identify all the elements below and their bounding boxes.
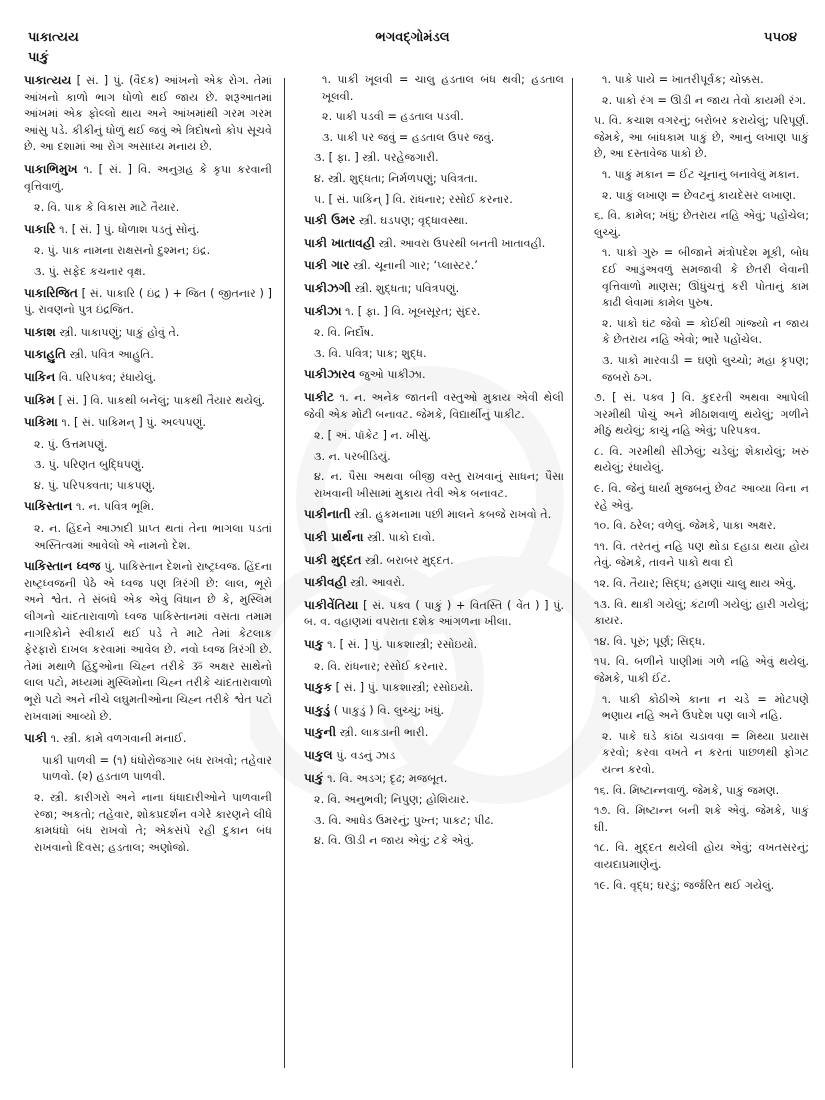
column-divider [284, 78, 285, 1068]
sense-definition: ૩. [ ફા. ] સ્ત્રી. પરહેજગારી. [314, 151, 439, 165]
definition-text: [ સં. ] પું. પાકશાસ્ત્રી; રસોઇયો. [335, 681, 474, 695]
headword: પાકુક [304, 680, 333, 695]
sense-definition: ૨. વિ. નિર્દોષ. [314, 326, 374, 340]
entry-definition [304, 389, 564, 423]
idiom-phrase: ૩. પાકી પર જવું = હડતાલ ઉપર જવું. [322, 130, 495, 144]
column-1 [24, 72, 272, 860]
headword: પાકી ઉમર [304, 213, 356, 228]
definition-text: પું. પાકિસ્તાન દેશનો રાષ્ટ્રધ્વજ. હિંદના રાષ્ટ્રધ્વજની પેઠે એ ધ્વજ પણ ત્રિરંગી છે: લાલ, ભૂરો અને શ્વેત. તે સંબંધે એક એવું વિધાન છે કે, મુસ્લિમ લીગનો ચાંદતારાવાળો ધ્વજ પાકિસ્તાનમાં વસતા તમામ નાગરિકોને સ્વીકાર્ય થઈ પડે તે માટે તેમાં કેટલાક ફેરફારો દાખલ કરવામાં આવેલ છે. નવો ધ્વજ ત્રિરંગી છે. તેમાં મથાળે હિંદુઓના ચિહ્ન તરીકે ૐ અક્ષર સાથેનો લાલ પટો, મધ્યમાં મુસ્લિમોના ચિહ્ન તરીકે ચાંદતારાવાળો ભૂરો પટો અને નીચે લઘુમતીઓના ચિહ્ન તરીકે શ્વેત પટો રાખવામાં આવ્યો છે. [24, 560, 272, 723]
definition-text: ૧. વિ. અડગ; દૃઢ; મજબૂત. [327, 771, 448, 785]
dictionary-entry [304, 770, 564, 850]
dictionary-entry [304, 506, 564, 524]
entry-definition [24, 414, 272, 432]
idiom-phrase: ૨. પાકે ઘડે કાંઠા ચડાવવા = મિથ્યા પ્રયાસ કરવો; કરવા વખતે ન કરતાં પાછળથી ફોગટ યત્ન કરવો. [602, 729, 809, 776]
definition-text: [ સં. ] પું. (વૈદક) આંખનો એક રોગ. તેમાં આંખનો કાળો ભાગ ધોળો થઈ જાય છે. શરૂઆતમાં આંખમાં એક ફોલ્લો થાય અને આંખમાંથી ગરમ ગરમ આંસુ પડે. કીકીનું ધોળું થઈ જવું એ ત્રિદોષનો કોપ સૂચવે છે. આ દશામાં આ રોગ અસાધ્ય મનાય છે. [24, 74, 272, 154]
sense-definition: ૧૨. વિ. તૈયાર; સિદ્ધ; હમણાં ચાલુ થાય એવું. [594, 577, 797, 591]
sense-definition: ૩. પું. પરિણત બુદ્ધિપણું. [34, 458, 145, 472]
dictionary-entry [304, 679, 564, 697]
headword: પાકીનાતી [304, 507, 351, 522]
definition-text: સ્ત્રી. શુદ્ધતા; પવિત્રપણું. [354, 281, 460, 295]
definition-text: ૧. સ્ત્રી. કામે વળગવાની મનાઈ. [50, 732, 187, 746]
dictionary-entry [24, 558, 272, 725]
sense-definition: ૨. વિ. રાંધનાર; રસોઈ કરનાર. [314, 659, 448, 673]
headword: પાકિમા [24, 415, 58, 430]
sense-definition: ૧૩. વિ. થાકી ગયેલું; કંટાળી ગયેલું; હારી ગયેલું; કાયર. [594, 597, 809, 628]
entry-definition [24, 221, 272, 239]
definition-text: વિ. પરિપક્વ; રંધાયેલું. [58, 370, 157, 384]
column-3 [584, 72, 809, 898]
definition-text: સ્ત્રી. પાકો દાવો. [367, 531, 436, 545]
idiom-phrase: પાકી પાળવી = (૧) ધંધોરોજગાર બંધ રાખવો; તહેવાર પાળવો. (૨) હડતાળ પાળવી. [42, 753, 272, 784]
definition-text: સ્ત્રી. ઘડપણ; વૃદ્ધાવસ્થા. [358, 214, 469, 228]
headword: પાકારિ [24, 221, 56, 236]
headword: પાકીઝા [304, 303, 342, 318]
definition-text: [ સં. ] વિ. પાકથી બનેલું; પાકથી તૈયાર થયેલું. [58, 393, 266, 407]
idiom-phrase: ૧. પાકો ગુરુ = બીજાને મંત્રોપદેશ મૂકી, બોધ દઈ આડુંઅવળું સમજાવી કે છેતરી લેવાની વૃત્તિવાળો માણસ; ઊંધુંચત્તું કરી પોતાનું કામ કાઢી લેવામાં કામેલ પુરુષ. [602, 246, 809, 310]
guide-word-last: પાકું [28, 50, 49, 65]
dictionary-entry [304, 212, 564, 230]
entry-definition [304, 303, 564, 321]
dictionary-entry [304, 552, 564, 570]
headword: પાકિસ્તાન ધ્વજ [24, 559, 101, 574]
dictionary-entry [304, 724, 564, 742]
idiom-phrase: ૧. પાકી ખૂલવી = ચાલુ હડતાલ બંધ થવી; હડતાલ ખૂલવી. [322, 73, 564, 103]
dictionary-entry [304, 257, 564, 275]
headword: પાકાભિમુખ [24, 161, 78, 176]
headword: પાકુની [304, 725, 337, 740]
entry-definition [24, 285, 272, 319]
sense-definition: ૨. સ્ત્રી. કારીગરો અને નાના ધંધાદારીઓને પાળવાની રજા; અકતો; તહેવાર, શોકપ્રદર્શન વગેરે કારણને લીધે કામધંધો બંધ રાખવો તે; એકસંપે રહી દુકાન બંધ રાખવાનો દિવસ; હડતાલ; અણોજો. [34, 790, 272, 854]
definition-text: સ્ત્રી. ચૂનાની ગાર; ‘પ્લાસ્ટર.’ [352, 259, 478, 273]
entry-definition [304, 747, 564, 765]
book-title: ભગવદ્ગોમંડલ [375, 30, 450, 45]
sense-definition: ૨. વિ. પાક કે વિકાસ માટે તૈયાર. [34, 201, 180, 215]
guide-word-first: પાકાત્યય [28, 30, 79, 45]
entry-definition [24, 498, 272, 516]
dictionary-entry [24, 414, 272, 494]
entry-definition [304, 574, 564, 592]
idiom-phrase: ૩. પાકો મારવાડી = ઘણો લુચ્ચો; મહા કૃપણ; જબરો ઠગ. [602, 353, 809, 384]
entry-definition [24, 558, 272, 725]
dictionary-entry [584, 692, 809, 895]
idiom-phrase: ૨. પાકી પડવી = હડતાલ પડવી. [322, 110, 464, 124]
entry-definition [24, 369, 272, 387]
definition-text: સ્ત્રી. લાકડાની ભારી. [339, 726, 429, 740]
sense-definition: ૧૧. વિ. તરતનું નહિ પણ થોડા દહાડા થયા હોય તેવું. જેમકે, તાવને પાકો થવા દો [594, 539, 809, 570]
headword: પાકાહુતિ [24, 347, 66, 362]
headword: પાકીવહી [304, 575, 347, 590]
sense-definition: ૩. ન. પરબીડિયું. [314, 449, 391, 463]
dictionary-entry [24, 285, 272, 319]
entry-definition [24, 72, 272, 156]
entry-definition [304, 257, 564, 275]
entry-definition [24, 324, 272, 342]
entry-definition [304, 770, 564, 788]
entry-definition [304, 552, 564, 570]
definition-text: સ્ત્રી. આવરો. [350, 576, 405, 590]
definition-text: સ્ત્રી. આવરા ઉપરથી બનતી ખાતાવહી. [378, 236, 546, 250]
entry-definition [24, 346, 272, 364]
headword: પાકીઝગી [304, 280, 351, 295]
sense-definition: ૫. વિ. કચાશ વગરનું; બરોબર કરાયેલું; પરિપૂર્ણ. જેમકે, આ બાંધકામ પાકું છે, આનું લખાણ પાકું છે, આ દસ્તાવેજ પાકો છે. [594, 114, 809, 161]
definition-text: સ્ત્રી. પવિત્ર આહુતિ. [69, 348, 154, 362]
entry-definition [24, 730, 272, 748]
sense-definition: ૨. વિ. અનુભવી; નિપુણ; હોશિયાર. [314, 793, 470, 807]
definition-text: [ સં. પાકારિ ( ઇંદ્ર ) + જિત ( જીતનાર ) ] પું. રાવણનો પુત્ર ઇંદ્રજિત. [24, 286, 272, 317]
dictionary-entry [304, 529, 564, 547]
definition-text: સ્ત્રી. પાકાપણું; પાકું હોવું તે. [59, 325, 180, 339]
entry-definition [24, 392, 272, 410]
headword: પાકી [24, 731, 47, 746]
definition-text: ૧. [ સં. પાકિમન્ ] પું. અલ્પપણું. [61, 416, 207, 430]
entry-definition [304, 506, 564, 524]
dictionary-entry [304, 597, 564, 631]
dictionary-entry [24, 161, 272, 217]
sense-definition: ૨. પું. ઉત્તમપણું. [34, 437, 108, 451]
dictionary-entry [584, 167, 809, 241]
headword: પાકું [304, 770, 324, 785]
headword: પાકુલ [304, 748, 333, 762]
sense-definition: ૩. પું. સફેદ કચનાર વૃક્ષ. [34, 264, 146, 278]
definition-text: ૧. [ ફા. ] વિ. ખૂબસૂરત; સુંદર. [345, 304, 481, 318]
sense-definition: ૮. વિ. ગરમીથી સીઝેલું; ચડેલું; શેકાયેલું; ખરું થયેલું; રંધાયેલું. [594, 444, 809, 475]
headword: પાકિમ [24, 392, 55, 407]
sense-definition: ૩. વિ. આધેડ ઉમરનું; પુખ્ત; પાકટ; પીઢ. [314, 813, 494, 827]
entry-definition [304, 366, 564, 384]
dictionary-entry [24, 498, 272, 554]
headword: પાકી પ્રાર્થના [304, 530, 364, 545]
headword: પાકીવેંતિયા [304, 597, 359, 612]
sense-definition: ૪. વિ. ઊડી ન જાય એવું; ટકે એવું. [314, 834, 474, 848]
definition-text: ૧. [ સં. ] પું. પાકશાસ્ત્રી; રસોઇયો. [327, 638, 478, 652]
column-divider [572, 78, 573, 1068]
idiom-phrase: ૨. પાકું લખાણ = છેવટનું કાયદેસર લખાણ. [602, 188, 796, 202]
idiom-phrase: ૧. પાકી કોઠીએ કાના ન ચડે = મોટપણે ભણાય નહિ અને ઉપદેશ પણ લાગે નહિ. [602, 692, 809, 723]
headword: પાકી મુદ્દત [304, 552, 362, 567]
entry-definition [304, 212, 564, 230]
entry-definition [304, 636, 564, 654]
sense-definition: ૭. [ સં. પક્વ ] વિ. કુદરતી અથવા આપેલી ગરમીથી પોચું અને મીઠાશવાળું થયેલું; ગળીને મીઠું થયેલું; કાચું નહિ એવું; પરિપક્વ. [594, 391, 809, 438]
entry-definition [304, 235, 564, 253]
definition-text: સ્ત્રી. બરાબર મુદ્દત. [365, 553, 454, 567]
dictionary-entry [304, 389, 564, 503]
column-2 [304, 72, 564, 854]
dictionary-entry [304, 747, 564, 765]
headword: પાકીઝારવ [304, 367, 356, 382]
headword: પાકુ [304, 637, 324, 652]
page-header [0, 0, 825, 70]
definition-text: ૧. [ સં. ] વિ. અનુગ્રહ કે કૃપા કરવાની વૃત્તિવાળું. [24, 162, 272, 193]
sense-definition: ૯. વિ. જેનું ધાર્યા મુજબનું છેવટ આવ્યા વિના ન રહે એવું. [594, 482, 809, 512]
definition-text: ૧. [ સં. ] પું. ધોળાશ પડતું સોનું. [59, 222, 200, 236]
sense-definition: ૧૭. વિ. મિષ્ટાન્ન બની શકે એવું. જેમકે, પાકું ઘી. [594, 804, 809, 834]
sense-definition: ૫. [ સં. પાકિન્ ] વિ. રાંધનાર; રસોઈ કરનાર. [314, 192, 513, 206]
dictionary-entry [24, 72, 272, 156]
sense-definition: ૬. વિ. કામેલ; ખંધું; છેતરાય નહિ એવું; પહોંચેલ; લુચ્ચું. [594, 209, 809, 239]
dictionary-entry [304, 235, 564, 253]
idiom-phrase: ૧. પાકે પાયે = ખાતરીપૂર્વક; ચોક્કસ. [602, 73, 764, 86]
idiom-phrase: ૧. પાકું મકાન = ઈંટ ચૂનાનું બનાવેલું મકાન. [602, 167, 800, 181]
sense-definition: ૪. ન. પૈસા અથવા બીજી વસ્તુ રાખવાનું સાધન; પૈસા રાખવાની ખીસામાં મુકાય તેવી એક બનાવટ. [314, 470, 564, 500]
sense-definition: ૧૯. વિ. વૃદ્ધ; ઘરડું; જર્જરિત થઈ ગયેલું. [594, 878, 775, 892]
headword: પાકારિજિત [24, 285, 78, 300]
dictionary-entry [304, 303, 564, 363]
headword: પાકિસ્તાન [24, 499, 73, 514]
sense-definition: ૧૦. વિ. ઠરેલ; વળેલું. જેમકે, પાકા અક્ષર. [594, 519, 777, 533]
entry-definition [304, 679, 564, 697]
idiom-phrase: ૨. પાકો રંગ = ઊડી ન જાય તેવો કાયમી રંગ. [602, 93, 806, 107]
dictionary-entry [304, 636, 564, 675]
definition-text: સ્ત્રી. હુકમનામા પછી માલને કબજે રાખવો તે. [354, 508, 552, 522]
dictionary-entry [304, 574, 564, 592]
entry-definition [304, 702, 564, 720]
sense-definition: ૧૫. વિ. બળીને પાણીમાં ગળે નહિ એવું થયેલું. જેમકે, પાકી ઈંટ. [594, 655, 809, 685]
page-number: ૫૫૦૪ [764, 30, 797, 45]
sense-definition: ૧૪. વિ. પૂરું; પૂર્ણ; સિદ્ધ. [594, 634, 706, 648]
dictionary-entry [24, 221, 272, 281]
sense-definition: ૧૮. વિ. મુદ્દત થયેલી હોય એવું; વખતસરનું; વાયદાપ્રમાણેનું. [594, 841, 809, 871]
dictionary-entry [24, 730, 272, 856]
sense-definition: ૪. સ્ત્રી. શુદ્ધતા; નિર્મળપણું; પવિત્રતા. [314, 171, 478, 185]
dictionary-entry [304, 72, 564, 208]
entry-definition [304, 280, 564, 298]
headword: પાકુડું [304, 702, 331, 717]
definition-text: જુઓ પાકીઝા. [359, 368, 426, 382]
entry-definition [304, 529, 564, 547]
sense-definition: ૧૬. વિ. મિષ્ટાન્નવાળું. જેમકે, પાકું જમણ. [594, 783, 780, 797]
entry-definition [304, 724, 564, 742]
dictionary-entry [24, 392, 272, 410]
sense-definition: ૨. પું. પાક નામના રાક્ષસનો દુશ્મન; ઇંદ્ર. [34, 244, 211, 258]
headword: પાકાશ [24, 324, 56, 339]
dictionary-entry [304, 280, 564, 298]
dictionary-entry [584, 72, 809, 163]
dictionary-entry [24, 324, 272, 342]
sense-definition: ૩. વિ. પવિત્ર; પાક; શુદ્ધ. [314, 346, 427, 360]
definition-text: પું. વડનું ઝાડ [336, 749, 396, 762]
dictionary-entry [304, 702, 564, 720]
headword: પાકીટ [304, 389, 335, 404]
idiom-phrase: ૨. પાકો ઘંટ જેવો = કોઈથી ગાંજ્યો ન જાય કે છેતરાય નહિ એવો; ભારે પહોંચેલ. [602, 316, 809, 347]
definition-text: ૧. ન. પવિત્ર ભૂમિ. [76, 500, 155, 514]
sense-definition: ૨. ન. હિંદને આઝાદી પ્રાપ્ત થતાં તેના ભાગલા પડતાં અસ્તિત્વમાં આવેલો એ નામનો દેશ. [34, 522, 272, 552]
dictionary-entry [24, 369, 272, 387]
definition-text: ( પાકુડું ) વિ. લુચ્ચું; ખંધું. [333, 703, 445, 717]
dictionary-entry [584, 245, 809, 687]
headword: પાકી ગાર [304, 258, 350, 273]
headword: પાકાત્યય [24, 73, 72, 87]
entry-definition [304, 597, 564, 631]
headword: પાકિન [24, 369, 56, 384]
definition-text: ૧. ન. અનેક જાતની વસ્તુઓ મુકાય એવી થેલી જેવી એક મોટી બનાવટ. જેમકે, વિદ્યાર્થીનું પાકીટ. [304, 390, 564, 421]
entry-definition [24, 161, 272, 195]
dictionary-entry [304, 366, 564, 384]
sense-definition: ૨. [ અં. પૉકેટ ] ન. ખીસું. [314, 429, 432, 443]
headword: પાકી ખાતાવહી [304, 235, 376, 250]
dictionary-entry [24, 346, 272, 364]
definition-text: [ સં. પક્વ ( પાકું ) + વિતસ્તિ ( વેંત ) ] પું. બ. વ. વહાણમાં વપરાતા દશેક આંગળના ખીલા. [304, 598, 564, 629]
sense-definition: ૪. પું. પરિપક્વતા; પાકપણું. [34, 478, 156, 492]
